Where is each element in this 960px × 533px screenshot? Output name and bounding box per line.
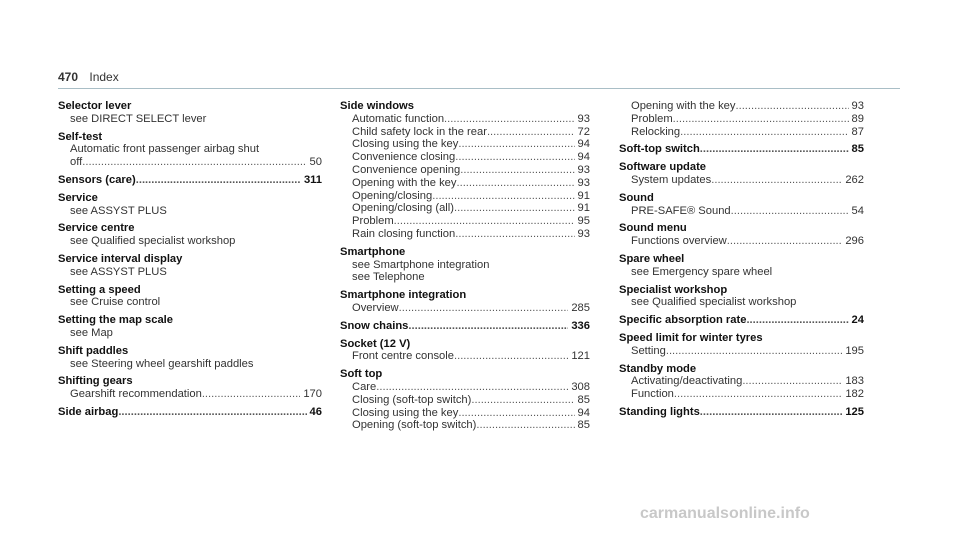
entry-text: Closing using the key [352,138,459,151]
page-reference: 121 [571,350,590,363]
index-subentry [340,190,590,203]
leader-dots [700,406,843,419]
index-entry-title [58,406,322,419]
entry-text: Opening/closing (all) [352,202,454,215]
index-entry [619,222,864,248]
entry-text: Self-test [58,130,103,143]
leader-dots [456,177,574,190]
entry-text: Sound menu [619,222,687,235]
index-entry-title [58,375,322,388]
index-subentry [340,164,590,177]
index-subentry [340,177,590,190]
index-entry-title [619,406,864,419]
index-entry [58,222,322,248]
page-reference: 170 [303,388,322,401]
entry-text: Function [631,388,674,401]
leader-dots [399,302,569,315]
entry-text: Smartphone [340,245,406,258]
leader-dots [666,345,842,358]
page-reference: 94 [577,138,590,151]
leader-dots [202,388,301,401]
leader-dots [455,228,574,241]
entry-text: Setting the map scale [58,314,174,327]
index-subentry [340,394,590,407]
entry-text: Opening/closing [352,189,433,202]
index-entry [340,246,590,284]
index-entry [58,192,322,218]
entry-text: Speed limit for winter tyres [619,331,763,344]
page-reference: 46 [309,405,322,418]
index-entry-title [340,289,590,302]
index-entry-title [58,345,322,358]
page-reference: 285 [571,301,590,314]
leader-dots [455,151,574,164]
leader-dots [746,314,848,327]
page-reference: 95 [577,215,590,228]
page-reference: 72 [577,125,590,138]
entry-text: see ASSYST PLUS [70,265,167,278]
entry-text: Problem [631,112,673,125]
leader-dots [680,126,848,139]
page-reference: 94 [577,406,590,419]
page-reference: 93 [577,112,590,125]
leader-dots [458,407,574,420]
page-reference: 296 [845,235,864,248]
index-entry [340,100,590,241]
index-entry-title [619,314,864,327]
entry-text: Convenience opening [352,163,461,176]
index-subentry [619,345,864,358]
page-reference: 85 [577,419,590,432]
leader-dots [454,202,575,215]
index-entry [619,332,864,358]
index-entry-title [619,192,864,205]
entry-text: Opening with the key [631,100,736,112]
page-reference: 94 [577,151,590,164]
entry-text: Shifting gears [58,375,133,388]
index-subentry [340,202,590,215]
page-reference: 93 [577,163,590,176]
index-subentry [58,143,322,156]
index-entry-title [619,284,864,297]
page-reference: 24 [851,314,864,327]
index-entry-title [58,174,322,187]
entry-text: see Cruise control [70,296,161,309]
entry-text: see Map [70,326,113,339]
entry-text: see DIRECT SELECT lever [70,112,207,125]
index-entry-title [619,222,864,235]
entry-text: Specialist workshop [619,283,728,296]
index-entry [58,174,322,187]
index-entry [619,406,864,419]
page-reference: 195 [845,344,864,357]
entry-text: Setting [631,344,666,357]
index-entry-title [619,161,864,174]
leader-dots [674,388,842,401]
entry-text: see ASSYST PLUS [70,204,167,217]
entry-text: off [70,156,83,169]
index-subentry [58,296,322,309]
index-subentry [58,358,322,371]
leader-dots [458,138,574,151]
entry-text: Snow chains [340,319,409,332]
index-subentry [58,205,322,218]
entry-text: Automatic function [352,112,445,125]
entry-text: Soft-top switch [619,143,700,156]
leader-dots [432,190,574,203]
index-subentry [340,138,590,151]
leader-dots [444,113,575,126]
entry-text: see Emergency spare wheel [631,265,773,278]
index-subentry [58,235,322,248]
index-entry-title [619,363,864,376]
index-subentry [619,266,864,279]
entry-text: Opening with the key [352,176,457,189]
entry-text: see Telephone [352,271,425,284]
index-entry-title [58,314,322,327]
index-column-1 [58,100,322,424]
index-subentry [340,113,590,126]
leader-dots [727,235,843,248]
index-entry-title [58,253,322,266]
leader-dots [136,174,301,187]
entry-text: Sound [619,191,654,204]
index-entry-title [340,338,590,351]
entry-text: Convenience closing [352,151,456,164]
entry-text: Standby mode [619,362,697,375]
index-entry [619,100,864,138]
entry-text: Smartphone integration [340,289,467,302]
index-entry-title [58,192,322,205]
index-entry [58,375,322,401]
index-subentry [340,407,590,420]
entry-text: Shift paddles [58,344,129,357]
leader-dots [735,100,848,113]
index-subentry [340,151,590,164]
index-entry [340,320,590,333]
index-entry [619,314,864,327]
page-reference: 93 [851,100,864,112]
page-reference: 91 [577,202,590,215]
entry-text: see Steering wheel gearshift paddles [70,357,254,370]
index-subentry [619,126,864,139]
leader-dots [476,419,574,432]
index-subentry [340,302,590,315]
index-entry-title [340,320,590,333]
entry-text: Standing lights [619,405,700,418]
leader-dots [731,205,849,218]
index-entry-title [340,368,590,381]
entry-text: Specific absorption rate [619,314,747,327]
leader-dots [376,381,568,394]
header-divider [58,88,900,89]
index-entry-title [58,222,322,235]
entry-text: Sensors (care) [58,173,136,186]
page-reference: 50 [309,156,322,169]
index-subentry [619,388,864,401]
entry-text: Gearshift recommendation [70,388,202,401]
index-entry [619,192,864,218]
index-entry [58,314,322,340]
index-subentry [619,174,864,187]
page-reference: 308 [571,380,590,393]
leader-dots [454,350,568,363]
index-entry [58,284,322,310]
index-subentry [58,156,322,169]
leader-dots [700,143,849,156]
index-subentry [619,235,864,248]
page-reference: 311 [303,173,322,186]
leader-dots [471,394,574,407]
entry-text: Automatic front passenger airbag shut [70,143,260,156]
index-entry-title [58,131,322,144]
index-entry-title [58,100,322,113]
index-entry [619,253,864,279]
entry-text: Closing (soft-top switch) [352,393,472,406]
index-subentry [340,215,590,228]
page-reference: 182 [845,388,864,401]
entry-text: Side windows [340,100,414,112]
entry-text: Service centre [58,222,135,235]
entry-text: Activating/deactivating [631,375,743,388]
page-reference: 93 [577,176,590,189]
page-reference: 89 [851,112,864,125]
entry-text: Software update [619,161,707,174]
entry-text: Rain closing function [352,227,456,240]
index-subentry [340,350,590,363]
leader-dots [394,215,575,228]
entry-text: Side airbag [58,405,119,418]
entry-text: see Qualified specialist workshop [631,296,797,309]
index-subentry [619,100,864,113]
index-entry [58,131,322,169]
index-subentry [340,228,590,241]
leader-dots [460,164,574,177]
entry-text: Child safety lock in the rear [352,125,487,138]
page-reference: 183 [845,375,864,388]
section-title: Index [89,70,119,84]
index-entry [619,161,864,187]
leader-dots [408,320,568,333]
index-entry [619,363,864,401]
index-entry [619,284,864,310]
entry-text: Setting a speed [58,283,141,296]
entry-text: Closing using the key [352,406,459,419]
page-reference: 93 [577,227,590,240]
leader-dots [742,375,842,388]
index-subentry [340,419,590,432]
entry-text: Opening (soft-top switch) [352,419,477,432]
leader-dots [673,113,849,126]
leader-dots [82,156,306,169]
entry-text: Service [58,191,98,204]
index-subentry [58,388,322,401]
index-subentry [619,205,864,218]
page-number: 470 [58,70,79,84]
index-entry-title [340,100,590,113]
index-entry [58,100,322,126]
leader-dots [118,406,306,419]
index-entry [58,345,322,371]
index-entry [619,143,864,156]
index-subentry [340,271,590,284]
entry-text: Selector lever [58,100,132,112]
page-reference: 336 [571,319,590,332]
entry-text: Service interval display [58,252,183,265]
page-reference: 87 [851,125,864,138]
entry-text: Problem [352,215,394,228]
index-entry-title [340,246,590,259]
index-subentry [619,375,864,388]
index-subentry [58,113,322,126]
page-reference: 85 [577,393,590,406]
index-subentry [340,259,590,272]
index-entry [340,368,590,432]
page-reference: 91 [577,189,590,202]
entry-text: see Smartphone integration [352,258,490,271]
index-subentry [340,126,590,139]
entry-text: Spare wheel [619,252,685,265]
page-reference: 125 [845,405,864,418]
entry-text: Front centre console [352,350,454,363]
entry-text: System updates [631,173,712,186]
index-subentry [58,266,322,279]
index-entry-title [58,284,322,297]
index-entry [58,253,322,279]
entry-text: Socket (12 V) [340,337,411,350]
index-entry-title [619,143,864,156]
index-column-3 [619,100,864,424]
entry-text: Functions overview [631,235,727,248]
index-subentry [340,381,590,394]
index-entry [340,289,590,315]
page-reference: 85 [851,143,864,156]
index-subentry [58,327,322,340]
page-reference: 262 [845,173,864,186]
index-subentry [619,296,864,309]
index-column-2 [340,100,590,437]
watermark: carmanualsonline.info [640,505,810,522]
index-entry-title [619,253,864,266]
index-entry [340,338,590,364]
page-header [58,70,119,84]
entry-text: PRE-SAFE® Sound [631,204,731,217]
entry-text: see Qualified specialist workshop [70,235,236,248]
entry-text: Overview [352,301,399,314]
page-reference: 54 [851,204,864,217]
index-entry-title [619,332,864,345]
entry-text: Relocking [631,125,681,138]
leader-dots [487,126,575,139]
entry-text: Care [352,380,377,393]
leader-dots [711,174,842,187]
index-entry [58,406,322,419]
entry-text: Soft top [340,368,383,381]
index-subentry [619,113,864,126]
